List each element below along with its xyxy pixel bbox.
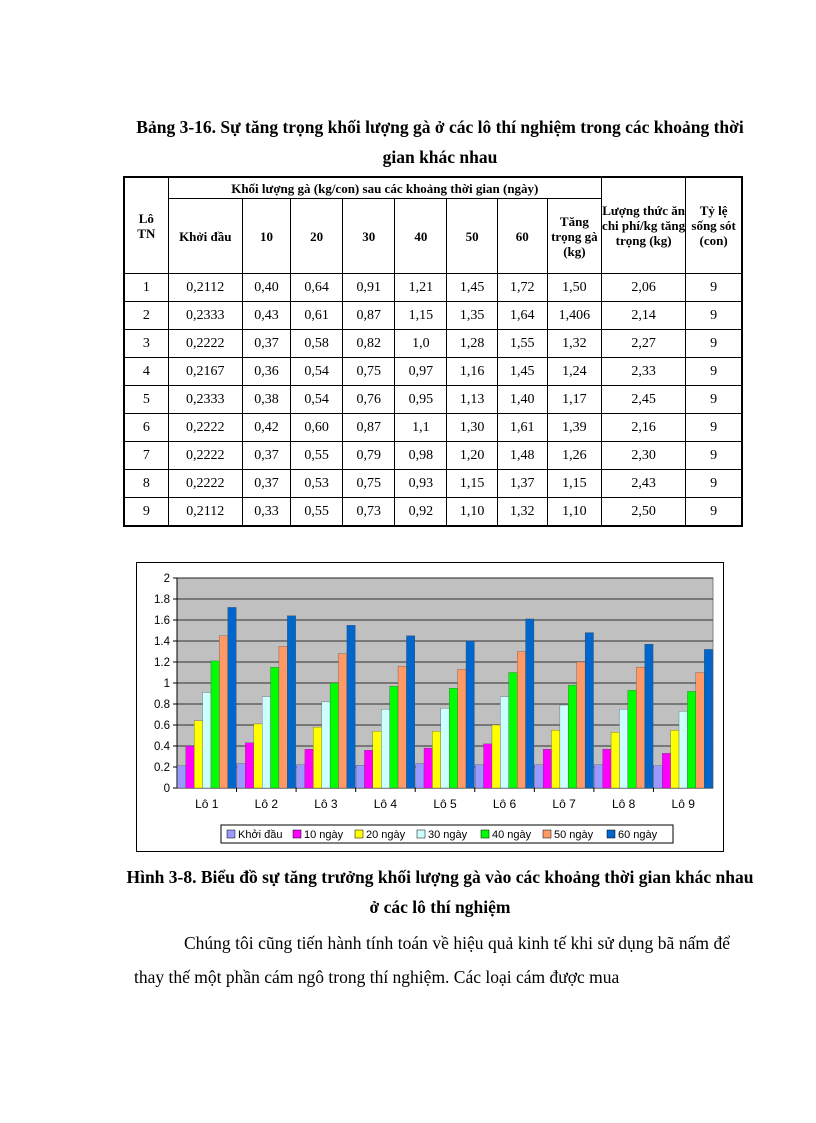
table-cell: 1,45 — [497, 358, 547, 386]
table-cell: 0,2222 — [168, 414, 242, 442]
legend-swatch — [417, 830, 425, 838]
table-cell: 1,406 — [547, 302, 601, 330]
bar — [619, 709, 627, 788]
bar — [279, 646, 287, 788]
table-row — [124, 302, 742, 330]
data-table — [123, 176, 743, 527]
bar — [585, 633, 593, 788]
bar — [364, 750, 372, 788]
table-cell: 1,30 — [447, 414, 497, 442]
table-caption: Bảng 3-16. Sự tăng trọng khối lượng gà ở các lô thí nghiệm trong các khoảng thời gian khác nhau — [136, 117, 744, 167]
table-cell: 1,1 — [395, 414, 447, 442]
table-cell: 9 — [686, 274, 742, 302]
table-cell: 1,10 — [547, 498, 601, 527]
table-cell: 1,26 — [547, 442, 601, 470]
table-cell: 0,54 — [291, 358, 343, 386]
legend-label: 40 ngày — [492, 829, 532, 841]
table-cell: 1,39 — [547, 414, 601, 442]
bar — [543, 749, 551, 788]
table-row — [124, 330, 742, 358]
bar-chart-svg — [137, 563, 723, 851]
bar — [313, 727, 321, 788]
table-row — [124, 386, 742, 414]
bar — [322, 702, 330, 788]
y-tick-label: 0.4 — [154, 741, 170, 753]
table-cell: 1,24 — [547, 358, 601, 386]
table-cell: 0,37 — [242, 470, 290, 498]
x-tick-label: Lô 4 — [373, 797, 398, 811]
bar — [406, 636, 414, 788]
y-tick-label: 1.2 — [154, 657, 170, 669]
legend-swatch — [355, 830, 363, 838]
table-cell: 9 — [686, 330, 742, 358]
table-cell: 2,16 — [601, 414, 685, 442]
bar — [381, 709, 389, 788]
table-cell: 0,64 — [291, 274, 343, 302]
bar — [347, 625, 355, 788]
body-paragraph: Chúng tôi cũng tiến hành tính toán về hiệu quả kinh tế khi sử dụng bã nấm để thay thế một phần cám ngô trong thí nghiệm. Các loại cám được mua — [134, 933, 730, 987]
table-cell: 0,55 — [291, 498, 343, 527]
table-cell: 0,75 — [343, 470, 395, 498]
table-cell: 0,98 — [395, 442, 447, 470]
bar — [517, 652, 525, 789]
table-cell: 0,87 — [343, 302, 395, 330]
table-cell: 1,10 — [447, 498, 497, 527]
table-cell: 1,13 — [447, 386, 497, 414]
bar — [671, 730, 679, 788]
table-cell: 2,33 — [601, 358, 685, 386]
table-cell: 1,32 — [497, 498, 547, 527]
bar — [500, 697, 508, 788]
table-cell: 0,82 — [343, 330, 395, 358]
table-cell: 1,64 — [497, 302, 547, 330]
header-lot: Lô TN — [124, 177, 168, 274]
bar — [449, 688, 457, 788]
bar — [645, 644, 653, 788]
x-tick-label: Lô 9 — [671, 797, 695, 811]
bar — [330, 683, 338, 788]
table-cell: 9 — [686, 442, 742, 470]
table-cell: 2 — [124, 302, 168, 330]
bar — [687, 691, 695, 788]
bar — [373, 731, 381, 788]
bar — [211, 661, 219, 788]
bar — [552, 730, 560, 788]
y-tick-label: 1 — [163, 678, 170, 690]
legend-swatch — [543, 830, 551, 838]
bar — [484, 744, 492, 788]
y-tick-label: 1.6 — [154, 615, 170, 627]
table-cell: 9 — [686, 470, 742, 498]
table-cell: 3 — [124, 330, 168, 358]
bar — [704, 649, 712, 788]
table-cell: 0,2167 — [168, 358, 242, 386]
subheader-cell: 40 — [395, 199, 447, 274]
table-cell: 1,37 — [497, 470, 547, 498]
bar — [305, 749, 313, 788]
x-tick-label: Lô 2 — [254, 797, 279, 811]
bar — [296, 765, 304, 788]
table-cell: 0,53 — [291, 470, 343, 498]
bar — [271, 667, 279, 788]
table-cell: 0,38 — [242, 386, 290, 414]
y-tick-label: 0.2 — [154, 762, 170, 774]
y-tick-label: 2 — [163, 573, 170, 585]
y-tick-label: 1.4 — [154, 636, 170, 648]
bar — [560, 705, 568, 788]
legend-swatch — [293, 830, 301, 838]
figure-caption: Hình 3-8. Biểu đồ sự tăng trưởng khối lượng gà vào các khoảng thời gian khác nhau ở các lô thí nghiệm — [126, 867, 754, 917]
legend-label: 50 ngày — [554, 829, 594, 841]
table-cell: 1,61 — [497, 414, 547, 442]
table-cell: 4 — [124, 358, 168, 386]
table-cell: 1,16 — [447, 358, 497, 386]
x-tick-label: Lô 5 — [433, 797, 457, 811]
bar — [262, 697, 270, 788]
bar — [636, 667, 644, 788]
subheader-cell: Tăng trọng gà (kg) — [547, 199, 601, 274]
table-cell: 0,97 — [395, 358, 447, 386]
table-cell: 0,2112 — [168, 498, 242, 527]
bar — [594, 765, 602, 788]
table-cell: 0,54 — [291, 386, 343, 414]
table-cell: 0,79 — [343, 442, 395, 470]
bar — [679, 711, 687, 788]
bar — [628, 690, 636, 788]
bar — [398, 666, 406, 788]
legend-label: 30 ngày — [428, 829, 468, 841]
legend-swatch — [607, 830, 615, 838]
legend-label: 20 ngày — [366, 829, 406, 841]
table-cell: 0,76 — [343, 386, 395, 414]
bar — [535, 765, 543, 788]
bar — [492, 725, 500, 788]
table-cell: 5 — [124, 386, 168, 414]
x-tick-label: Lô 3 — [314, 797, 338, 811]
bar-chart — [136, 562, 724, 852]
bar — [577, 662, 585, 788]
table-cell: 1,32 — [547, 330, 601, 358]
bar — [458, 669, 466, 788]
subheader-cell: Khởi đầu — [168, 199, 242, 274]
bar — [237, 764, 245, 788]
table-cell: 1,35 — [447, 302, 497, 330]
bar — [186, 746, 194, 788]
table-cell: 0,58 — [291, 330, 343, 358]
bar — [338, 654, 346, 788]
table-cell: 0,75 — [343, 358, 395, 386]
bar — [287, 616, 295, 788]
bar — [228, 607, 236, 788]
table-cell: 9 — [124, 498, 168, 527]
table-cell: 9 — [686, 358, 742, 386]
legend-swatch — [481, 830, 489, 838]
table-cell: 1,15 — [447, 470, 497, 498]
table-cell: 1,72 — [497, 274, 547, 302]
y-tick-label: 0 — [163, 783, 170, 795]
header-feed: Lượng thức ăn chi phí/kg tăng trọng (kg) — [601, 177, 685, 274]
table-cell: 0,2333 — [168, 302, 242, 330]
subheader-cell: 60 — [497, 199, 547, 274]
table-cell: 1,0 — [395, 330, 447, 358]
table-cell: 2,30 — [601, 442, 685, 470]
table-row — [124, 470, 742, 498]
y-tick-label: 1.8 — [154, 594, 170, 606]
table-cell: 0,37 — [242, 330, 290, 358]
table-cell: 0,33 — [242, 498, 290, 527]
bar — [177, 766, 185, 788]
table-cell: 1,20 — [447, 442, 497, 470]
bar — [475, 765, 483, 788]
bar — [466, 641, 474, 788]
table-cell: 1,50 — [547, 274, 601, 302]
bar — [219, 636, 227, 788]
table-cell: 1,28 — [447, 330, 497, 358]
header-group: Khối lượng gà (kg/con) sau các khoảng thời gian (ngày) — [168, 177, 601, 199]
bar — [696, 673, 704, 789]
table-row — [124, 414, 742, 442]
table-cell: 6 — [124, 414, 168, 442]
table-body — [124, 274, 742, 527]
table-cell: 0,93 — [395, 470, 447, 498]
bar — [662, 753, 670, 788]
legend-label: 10 ngày — [304, 829, 344, 841]
legend-swatch — [227, 830, 235, 838]
bar — [526, 619, 534, 788]
table-cell: 0,95 — [395, 386, 447, 414]
table-cell: 0,92 — [395, 498, 447, 527]
subheader-cell: 20 — [291, 199, 343, 274]
table-cell: 0,43 — [242, 302, 290, 330]
table-cell: 0,61 — [291, 302, 343, 330]
table-cell: 2,50 — [601, 498, 685, 527]
table-cell: 7 — [124, 442, 168, 470]
bar — [245, 743, 253, 788]
table-cell: 1,15 — [395, 302, 447, 330]
table-cell: 0,37 — [242, 442, 290, 470]
bar — [441, 708, 449, 788]
table-cell: 0,87 — [343, 414, 395, 442]
x-tick-label: Lô 8 — [611, 797, 636, 811]
table-cell: 1,21 — [395, 274, 447, 302]
table-cell: 0,2333 — [168, 386, 242, 414]
table-row — [124, 498, 742, 527]
table-cell: 1,55 — [497, 330, 547, 358]
table-cell: 1,40 — [497, 386, 547, 414]
table-cell: 2,27 — [601, 330, 685, 358]
table-cell: 2,45 — [601, 386, 685, 414]
x-tick-label: Lô 7 — [552, 797, 576, 811]
subheader-cell: 10 — [242, 199, 290, 274]
table-cell: 0,36 — [242, 358, 290, 386]
table-cell: 9 — [686, 386, 742, 414]
y-tick-label: 0.8 — [154, 699, 170, 711]
table-cell: 0,60 — [291, 414, 343, 442]
x-tick-label: Lô 6 — [492, 797, 517, 811]
bar — [416, 764, 424, 788]
bar — [654, 766, 662, 788]
table-cell: 0,55 — [291, 442, 343, 470]
table-cell: 8 — [124, 470, 168, 498]
bar — [203, 692, 211, 788]
table-cell: 1,15 — [547, 470, 601, 498]
table-cell: 0,2112 — [168, 274, 242, 302]
legend-label: 60 ngày — [618, 829, 658, 841]
legend-label: Khởi đầu — [238, 829, 283, 841]
table-cell: 0,73 — [343, 498, 395, 527]
table-cell: 1 — [124, 274, 168, 302]
table-cell: 1,48 — [497, 442, 547, 470]
table-cell: 9 — [686, 302, 742, 330]
bar — [194, 721, 202, 788]
table-cell: 2,14 — [601, 302, 685, 330]
table-cell: 2,43 — [601, 470, 685, 498]
table-cell: 0,91 — [343, 274, 395, 302]
table-row — [124, 274, 742, 302]
table-cell: 0,40 — [242, 274, 290, 302]
bar — [356, 765, 364, 788]
subheader-cell: 30 — [343, 199, 395, 274]
bar — [254, 724, 262, 788]
bar — [611, 732, 619, 788]
bar — [390, 686, 398, 788]
y-tick-label: 0.6 — [154, 720, 170, 732]
table-cell: 0,2222 — [168, 470, 242, 498]
bar — [424, 748, 432, 788]
table-cell: 9 — [686, 414, 742, 442]
table-cell: 1,45 — [447, 274, 497, 302]
bar — [568, 685, 576, 788]
x-tick-label: Lô 1 — [195, 797, 219, 811]
bar — [509, 673, 517, 789]
table-cell: 9 — [686, 498, 742, 527]
subheader-cell: 50 — [447, 199, 497, 274]
table-cell: 1,17 — [547, 386, 601, 414]
bar — [432, 731, 440, 788]
table-cell: 0,42 — [242, 414, 290, 442]
table-cell: 0,2222 — [168, 442, 242, 470]
table-cell: 2,06 — [601, 274, 685, 302]
bar — [603, 749, 611, 788]
header-survival: Tỷ lệ sống sót (con) — [686, 177, 742, 274]
table-row — [124, 442, 742, 470]
table-cell: 0,2222 — [168, 330, 242, 358]
table-row — [124, 358, 742, 386]
